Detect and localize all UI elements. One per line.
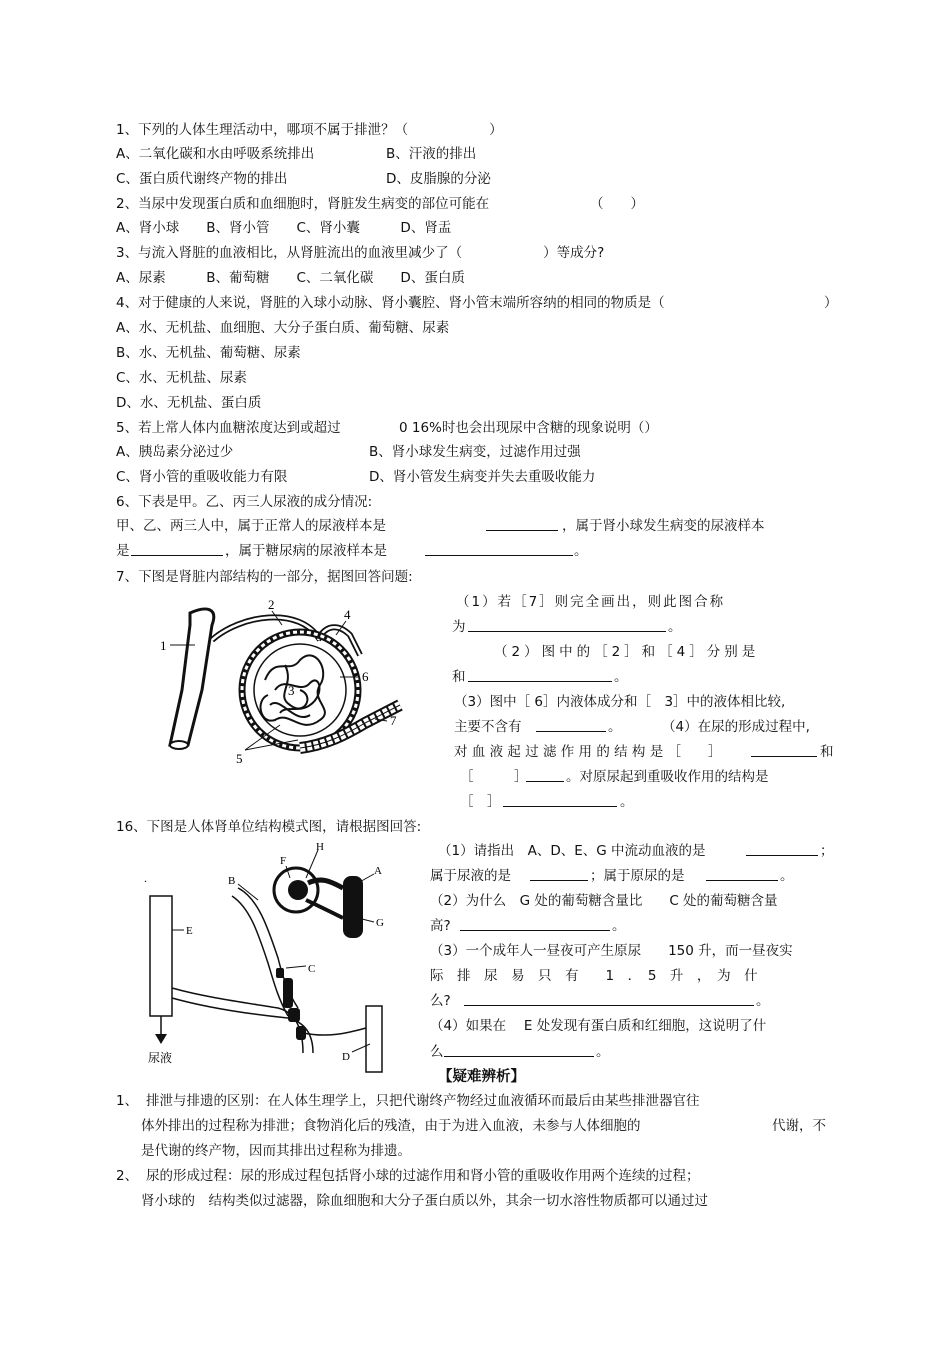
- q6-line1: 6、下表是甲。乙、丙三人尿液的成分情况:: [116, 494, 373, 510]
- q2-options: A、肾小球 B、肾小管 C、肾小囊 D、肾盂: [116, 220, 452, 236]
- q7-stem: 7、下图是肾脏内部结构的一部分，据图回答问题:: [116, 569, 413, 585]
- analysis-item2-line1: 尿的形成过程：尿的形成过程包括肾小球的过滤作用和肾小管的重吸收作用两个连续的过程；: [146, 1168, 700, 1184]
- q5-stem-b: 0 16%时也会出现尿中含糖的现象说明（）: [399, 420, 658, 436]
- q6-blank-glomerulus[interactable]: [131, 542, 223, 561]
- q16-blank-why[interactable]: [464, 992, 754, 1011]
- q7-p2-period: 。: [614, 669, 628, 685]
- q4-option-b: B、水、无机盐、葡萄糖、尿素: [116, 345, 301, 361]
- q7-p1-a: （1）若［7］则完全画出，则此图合称: [456, 594, 726, 610]
- q7-blank-missing[interactable]: [536, 718, 606, 737]
- q1-option-b: B、汗液的排出: [386, 146, 477, 162]
- q3-stem: 3、与流入肾脏的血液相比，从肾脏流出的血液里减少了（ ）等成分?: [116, 245, 605, 261]
- q7-p3-period: 。: [608, 719, 622, 735]
- q7-p1-b: 为: [452, 619, 466, 635]
- fig16-label-a: A: [374, 865, 382, 877]
- q16-p4-period: 。: [596, 1044, 610, 1060]
- fig7-label-4: 4: [344, 607, 351, 622]
- q16-blank-urine[interactable]: [530, 867, 588, 886]
- q7-blank-filter[interactable]: [751, 743, 817, 762]
- fig16-label-d: D: [342, 1051, 350, 1063]
- q7-p1-period: 。: [668, 619, 682, 635]
- analysis-item1-line1: 排泄与排遗的区别：在人体生理学上，只把代谢终产物经过血液循环而最后由某些排泄器官往: [146, 1093, 700, 1109]
- q6-blank-diabetes[interactable]: [425, 542, 573, 561]
- q7-p3-b: 主要不含有: [454, 719, 522, 735]
- analysis-item1-line2a: 体外排出的过程称为排泄；食物消化后的残渣，由于为进入血液，未参与人体细胞的: [141, 1118, 641, 1134]
- urine-arrow: [155, 1034, 167, 1044]
- q5-stem-a: 5、若上常人体内血糖浓度达到或超过: [116, 420, 341, 436]
- q7-p4-a: （4）在尿的形成过程中,: [662, 719, 810, 735]
- q16-p1-c: ；属于原尿的是: [590, 868, 685, 884]
- q16-blank-glucose[interactable]: [460, 917, 610, 936]
- q7-p4-c: 和: [820, 744, 834, 760]
- fig7-label-2: 2: [268, 597, 275, 612]
- fig7-label-1: 1: [160, 638, 167, 653]
- q5-option-d: D、肾小管发生病变并失去重吸收能力: [369, 469, 596, 485]
- q4-option-d: D、水、无机盐、蛋白质: [116, 395, 262, 411]
- q4-option-a: A、水、无机盐、血细胞、大分子蛋白质、葡萄糖、尿素: [116, 320, 450, 336]
- q16-p4-b: 么: [430, 1044, 444, 1060]
- fig16-dot: .: [144, 871, 147, 885]
- q7-blank-nephron[interactable]: [468, 618, 666, 637]
- q6-line3-a: 是: [116, 543, 130, 559]
- q7-p4-e: 。对原尿起到重吸收作用的结构是: [566, 769, 769, 785]
- fig7-label-6: 6: [362, 669, 369, 684]
- q4-bracket-end: ）: [824, 295, 838, 311]
- q7-p4-d: ［ ］: [460, 769, 528, 785]
- analysis-item1-num: 1、: [116, 1093, 139, 1109]
- q16-stem: 16、下图是人体肾单位结构模式图，请根据图回答:: [116, 819, 422, 835]
- glomerulus-knot: [288, 880, 308, 900]
- analysis-item1-line2b: 代谢，不: [772, 1118, 826, 1134]
- kidney-structure-figure: [150, 595, 420, 775]
- capillary-network: [276, 968, 306, 1040]
- analysis-item1-line3: 是代谢的终产物，因而其排出过程称为排遗。: [141, 1143, 411, 1159]
- q6-line2-b: ，属于肾小球发生病变的尿液样本: [562, 518, 765, 534]
- q16-blank-primary[interactable]: [706, 867, 778, 886]
- q1-option-d: D、皮脂腺的分泌: [386, 171, 491, 187]
- q7-blank-2-4[interactable]: [468, 668, 612, 687]
- fig16-label-c: C: [308, 963, 316, 975]
- q6-line2-a: 甲、乙、两三人中，属于正常人的尿液样本是: [116, 518, 386, 534]
- q2-stem: 2、当尿中发现蛋白质和血细胞时，肾脏发生病变的部位可能在: [116, 196, 490, 212]
- q16-p2-a: （2）为什么 G 处的葡萄糖含量比 C 处的葡萄糖含量: [430, 893, 778, 909]
- q5-option-a: A、胰岛素分泌过少: [116, 444, 234, 460]
- q16-p1-b: 属于尿液的是: [430, 868, 511, 884]
- q7-p3-a: （3）图中［ 6］内液体成分和［ 3］中的液体相比较,: [454, 694, 786, 710]
- q6-line3-end: 。: [574, 543, 588, 559]
- q16-p1-a: （1）请指出 A、D、E、G 中流动血液的是: [438, 843, 706, 859]
- analysis-item2-num: 2、: [116, 1168, 139, 1184]
- vessel-1-end: [170, 741, 188, 749]
- q16-p1-end: ；: [820, 843, 834, 859]
- q4-option-c: C、水、无机盐、尿素: [116, 370, 247, 386]
- q16-p3-b: 际 排 尿 易 只 有 1 ． 5 升 ， 为 什: [430, 968, 758, 984]
- vein-d: [366, 1006, 382, 1072]
- q1-option-c: C、蛋白质代谢终产物的排出: [116, 171, 288, 187]
- q6-line3-b: ，属于糖尿病的尿液样本是: [225, 543, 387, 559]
- fig16-label-b: B: [228, 875, 236, 887]
- q7-blank-filter-2[interactable]: [526, 768, 564, 787]
- analysis-heading: 【疑难辨析】: [438, 1069, 525, 1085]
- fig16-label-e: E: [186, 925, 193, 937]
- q5-option-c: C、肾小管的重吸收能力有限: [116, 469, 288, 485]
- q4-stem: 4、对于健康的人来说，肾脏的入球小动脉、肾小囊腔、肾小管末端所容纳的相同的物质是（: [116, 295, 665, 311]
- q2-bracket: （ ）: [590, 196, 644, 212]
- fig16-label-f: F: [280, 855, 287, 867]
- q3-options: A、尿素 B、葡萄糖 C、二氧化碳 D、蛋白质: [116, 270, 465, 286]
- q16-p3-c: 么?: [430, 993, 451, 1009]
- q16-p3-period: 。: [756, 993, 770, 1009]
- collecting-duct: [150, 896, 172, 1016]
- q16-blank-protein[interactable]: [444, 1043, 594, 1062]
- vessel-1: [170, 609, 214, 745]
- q7-p4-period: 。: [620, 794, 634, 810]
- fig7-label-5: 5: [236, 751, 243, 766]
- q16-p3-a: （3）一个成年人一昼夜可产生原尿 150 升，而一昼夜实: [430, 943, 793, 959]
- q16-blank-blood[interactable]: [746, 842, 818, 861]
- q16-p4-a: （4）如果在 E 处发现有蛋白质和红细胞，这说明了什: [430, 1018, 767, 1034]
- q16-p2-b: 高?: [430, 918, 451, 934]
- fig7-label-3: 3: [288, 683, 295, 698]
- nephron-figure: [138, 838, 420, 1078]
- q1-stem: 1、下列的人体生理活动中，哪项不属于排泄？（ ）: [116, 122, 503, 138]
- fig7-label-7: 7: [390, 713, 397, 728]
- fig16-label-h: H: [316, 841, 324, 853]
- q7-p4-b: 对 血 液 起 过 滤 作 用 的 结 构 是 ［ ］: [454, 744, 722, 760]
- q7-blank-reabsorb[interactable]: [503, 793, 617, 812]
- q16-p2-period: 。: [612, 918, 626, 934]
- blood-vessel: [343, 876, 363, 938]
- fig16-urine-label: 尿液: [148, 1051, 173, 1065]
- q5-option-b: B、肾小球发生病变，过滤作用过强: [369, 444, 581, 460]
- q7-p2-b: 和: [452, 669, 466, 685]
- q7-p2-a: （2）图中的［2］和［4］分别是: [494, 644, 760, 660]
- q16-p1-period: 。: [780, 868, 794, 884]
- q1-option-a: A、二氧化碳和水由呼吸系统排出: [116, 146, 315, 162]
- fig16-label-g: G: [376, 917, 384, 929]
- q7-p4-f: ［ ］: [460, 794, 501, 810]
- q6-blank-normal[interactable]: [486, 517, 558, 536]
- analysis-item2-line2: 肾小球的 结构类似过滤器，除血细胞和大分子蛋白质以外，其余一切水溶性物质都可以通过过: [141, 1193, 708, 1209]
